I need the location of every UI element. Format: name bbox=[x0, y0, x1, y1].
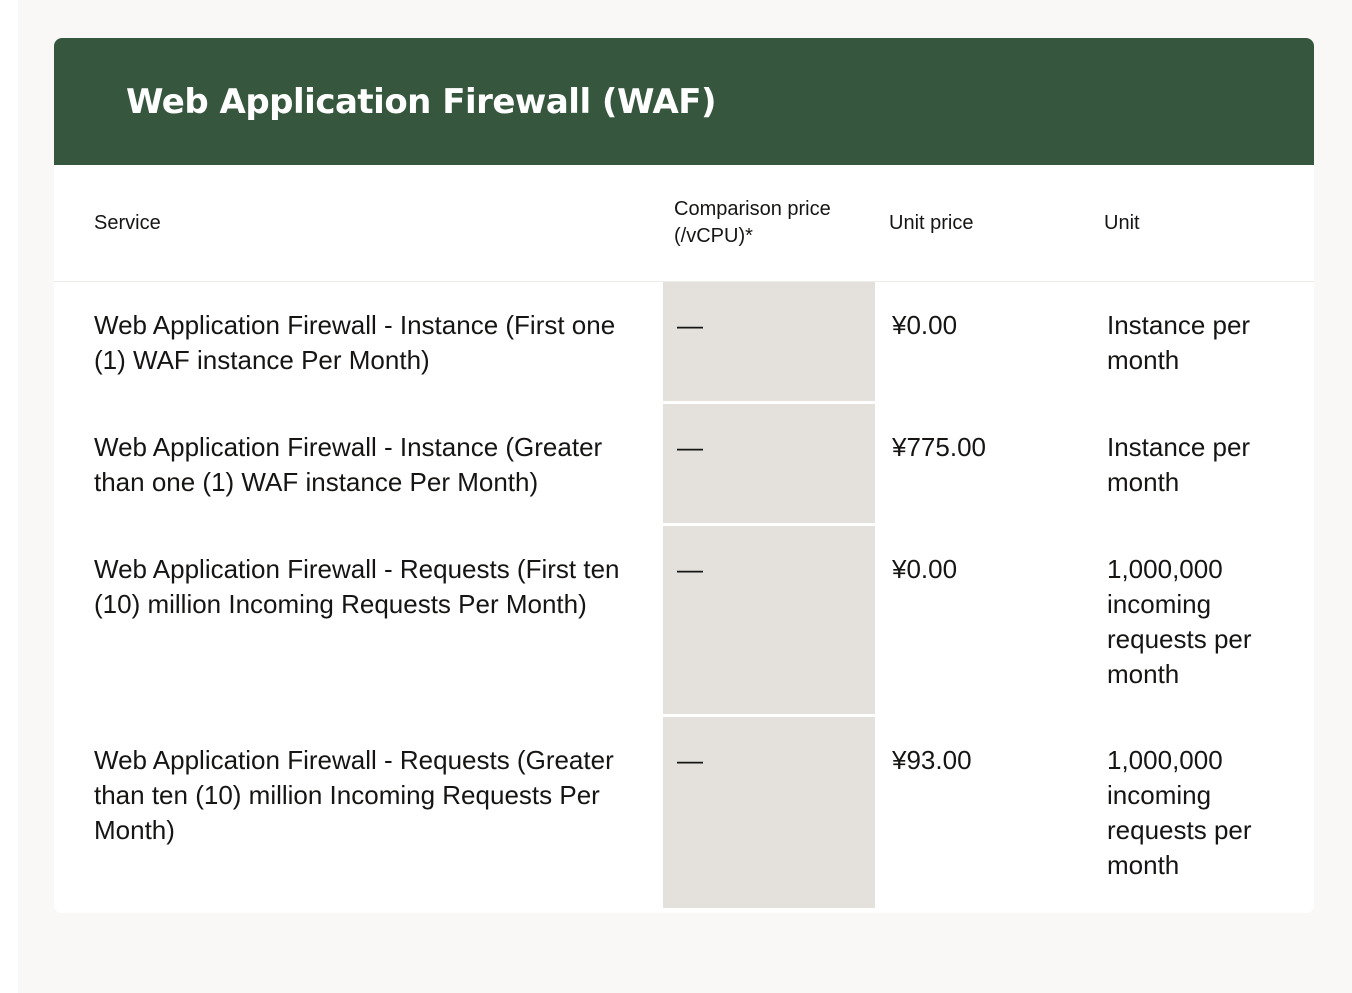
table-header-row bbox=[54, 165, 1314, 282]
unit-price-cell: ¥93.00 bbox=[892, 745, 972, 775]
table-row bbox=[54, 404, 1314, 526]
table-row bbox=[54, 717, 1314, 908]
table-row bbox=[54, 282, 1314, 404]
column-header-comparison-price: Comparison price (/vCPU)* bbox=[663, 165, 875, 282]
column-header-unit-price: Unit price bbox=[875, 165, 1090, 282]
pricing-table bbox=[54, 165, 1314, 908]
card-header bbox=[54, 38, 1314, 165]
comparison-price-cell: — bbox=[663, 717, 875, 908]
service-cell: Web Application Firewall - Instance (Greater than one (1) WAF instance Per Month) bbox=[54, 404, 663, 526]
service-cell: Web Application Firewall - Requests (Greater than ten (10) million Incoming Requests Per Month) bbox=[94, 745, 614, 845]
comparison-price-cell: — bbox=[663, 526, 875, 717]
table-row bbox=[54, 526, 1314, 717]
unit-price-cell: ¥0.00 bbox=[875, 282, 1090, 404]
unit-cell: Instance per month bbox=[1090, 404, 1314, 526]
comparison-price-cell: — bbox=[663, 404, 875, 526]
unit-cell: 1,000,000 incoming requests per month bbox=[1107, 745, 1252, 880]
unit-cell: Instance per month bbox=[1090, 282, 1314, 404]
service-cell: Web Application Firewall - Requests (First ten (10) million Incoming Requests Per Month) bbox=[54, 526, 663, 717]
pricing-card bbox=[54, 38, 1314, 913]
unit-cell: 1,000,000 incoming requests per month bbox=[1090, 526, 1314, 717]
unit-price-cell: ¥0.00 bbox=[875, 526, 1090, 717]
comparison-price-cell: — bbox=[663, 282, 875, 404]
service-cell: Web Application Firewall - Instance (First one (1) WAF instance Per Month) bbox=[54, 282, 663, 404]
unit-price-cell: ¥775.00 bbox=[875, 404, 1090, 526]
column-header-unit: Unit bbox=[1090, 165, 1314, 282]
column-header-service: Service bbox=[54, 165, 663, 282]
section-title: Web Application Firewall (WAF) bbox=[126, 81, 717, 122]
